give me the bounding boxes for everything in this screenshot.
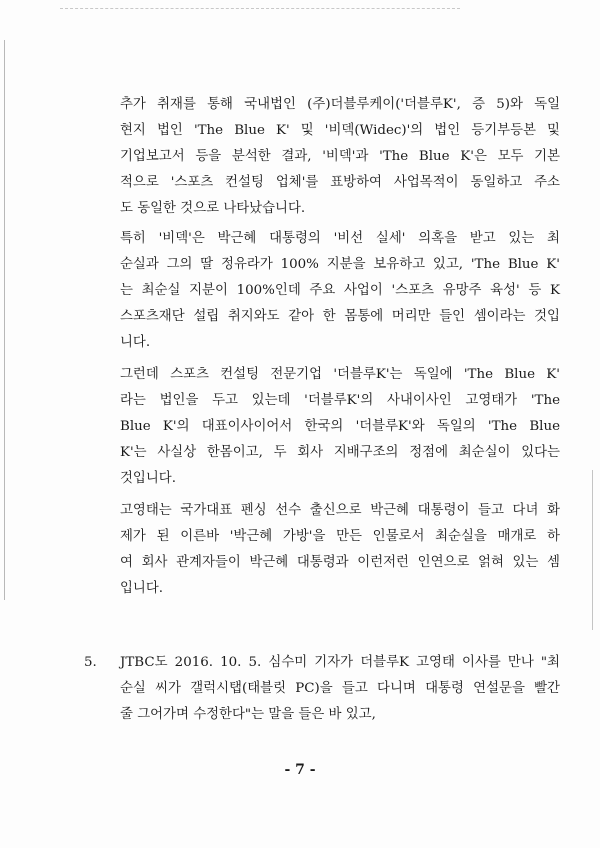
- paragraph-line: 줄 그어가며 수정한다"는 말을 들은 바 있고,: [120, 707, 376, 722]
- paragraph-line: Blue K'의 대표이사이어서 한국의 '더블루K'와 독일의 'The Blue: [120, 419, 560, 434]
- paragraph-line: 제가 된 이른바 '박근혜 가방'을 만든 인물로서 최순실을 매개로 하: [120, 529, 560, 544]
- item-body: [120, 650, 560, 728]
- paragraph-line: 기업보고서 등을 분석한 결과, '비덱'과 'The Blue K'은 모두 기본: [120, 149, 560, 164]
- item-number: 5.: [84, 655, 97, 670]
- scan-artifact-right: [592, 470, 594, 630]
- paragraph-line: K'는 사실상 한몸이고, 두 회사 지배구조의 정점에 최순실이 있다는: [120, 445, 560, 460]
- paragraph-line: 것입니다.: [120, 471, 176, 486]
- paragraph-line: 여 회사 관계자들이 박근혜 대통령과 이런저런 인연으로 얽혀 있는 셈: [120, 555, 560, 570]
- paragraph-line: 라는 법인을 두고 있는데 '더블루K'의 사내이사인 고영태가 'The: [120, 393, 560, 408]
- paragraph-line: 적으로 '스포츠 컨설팅 업체'를 표방하여 사업목적이 동일하고 주소: [120, 175, 560, 190]
- paragraph-line: 순실 씨가 갤럭시탭(태블릿 PC)을 들고 다니며 대통령 연설문을 빨간: [120, 681, 560, 696]
- paragraph-line: 는 최순실 지분이 100%인데 주요 사업이 '스포츠 유망주 육성' 등 K: [120, 283, 560, 298]
- scan-artifact-left: [4, 40, 6, 600]
- paragraph-line: 도 동일한 것으로 나타났습니다.: [120, 201, 306, 216]
- paragraph-4: [120, 498, 560, 602]
- paragraph-1: [120, 92, 560, 222]
- paragraph-3: [120, 362, 560, 492]
- paragraph-line: 그런데 스포츠 컨설팅 전문기업 '더블루K'는 독일에 'The Blue K': [120, 367, 560, 382]
- paragraph-line: 현지 법인 'The Blue K' 및 '비덱(Widec)'의 법인 등기부등본 및: [120, 123, 560, 138]
- paragraph-line: 스포츠재단 설립 취지와도 같아 한 몸통에 머리만 들인 셈이라는 것입: [120, 309, 560, 324]
- paragraph-line: 추가 취재를 통해 국내법인 (주)더블루케이('더블루K', 증 5)와 독일: [120, 97, 560, 112]
- paragraph-line: 특히 '비덱'은 박근혜 대통령의 '비선 실세' 의혹을 받고 있는 최: [120, 231, 560, 246]
- paragraph-line: 입니다.: [120, 581, 164, 596]
- paragraph-line: 니다.: [120, 335, 151, 350]
- paragraph-line: JTBC도 2016. 10. 5. 심수미 기자가 더블루K 고영태 이사를 만나 "최: [120, 655, 560, 670]
- paragraph-2: [120, 226, 560, 356]
- paragraph-line: 순실과 그의 딸 정유라가 100% 지분을 보유하고 있고, 'The Blue K': [120, 257, 560, 272]
- paragraph-line: 고영태는 국가대표 펜싱 선수 출신으로 박근혜 대통령이 들고 다녀 화: [120, 503, 560, 518]
- scan-artifact-top: [60, 8, 460, 10]
- page-number: - 7 -: [284, 762, 316, 778]
